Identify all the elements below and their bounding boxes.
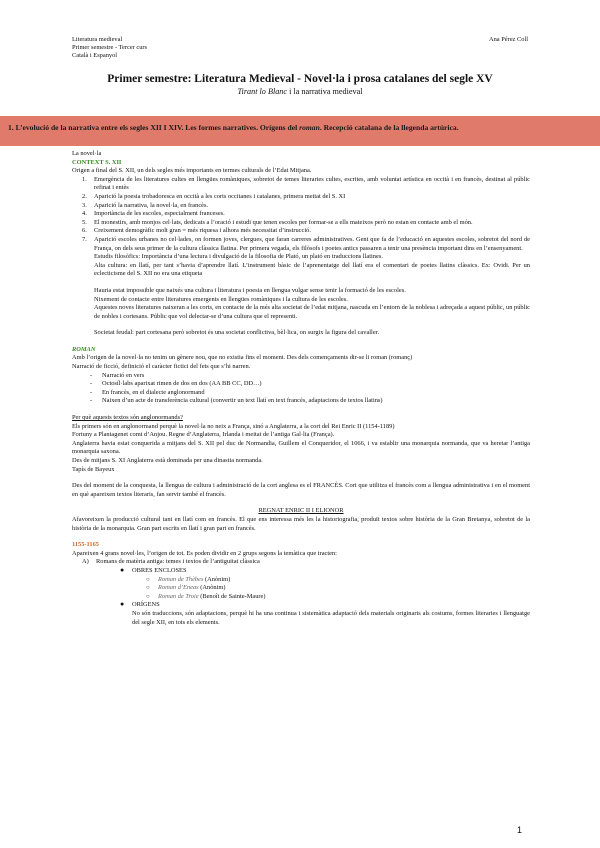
header-line: Català i Espanyol (72, 52, 118, 60)
origens-heading-text: ORÍGENS (132, 601, 160, 609)
item-text: Emergència de les literatures cultes en llengües romàniques, sobretot de temes literaries cultes, escrites, amb voluntat artística en occità i en francès, destinat al públic refinat i entès (94, 175, 530, 192)
item-number: 7. (82, 235, 87, 243)
band-part1: 1. L’evolució de la narrativa entre els segles XII I XIV. Les formes narratives. Orígens del (8, 123, 300, 132)
section-title: La novel·la (72, 150, 102, 157)
group-a-label: A) (82, 558, 89, 566)
period-heading: 1155-1165 (72, 541, 99, 549)
hauria-paragraph: Aquestes noves literatures naixeran a les corts, en contacte de la més alta societat de l’edat mitjana, nascuda en l’entorn de la noblesa i adreçada a aquest públic, un públic de nobles i cortesans. Públic que vol delectar-se d’una cultura que el representi. (94, 304, 530, 320)
context-heading: CONTEXT S. XII (72, 158, 122, 166)
dash-bullet: - (90, 380, 93, 388)
context-item (72, 227, 530, 236)
roman-answer: Fortuny a Plantagenet comt d’Anjou. Regne d’Anglaterra, Irlanda i meitat de l’antiga Gal·lia (França). (72, 431, 335, 439)
conquesta-paragraph: Des del moment de la conquesta, la llengua de cultura i administració de la cort anglesa es el FRANCÈS. Cort que utilitza el francès com a llengua administrativa i en el moment en què apareixen textos literaris, fan servir també el francès. (72, 482, 530, 498)
obra-item (72, 584, 530, 593)
item-text: Creixement demogràfic molt gran = més riquesa i alhora més necessitat d’instrucció. (94, 227, 311, 235)
section-band-title (8, 124, 459, 133)
roman-intro: Amb l’origen de la novel·la no tenim un gènere nou, que no existia fins el moment. Des dels començaments dir-se li roman (romanç) (72, 354, 413, 362)
dash-bullet: - (90, 371, 93, 379)
circle-bullet-icon: ○ (146, 593, 150, 600)
item-text: Aparició la poesia trobadoresca en occità a les corts occitanes i catalanes, primera meitat del S. XI (94, 192, 346, 200)
roman-item-text: Naixen d’un acte de transferència cultural (convertir un text llatí en text francès, adaptacions de textos llatins) (102, 397, 383, 405)
item-text: Aparició escoles urbanes no cel·lades, on formen joves, clergues, que faran carreres administratives. Gent que fa de l’educació en aquestes escoles, sobretot del nord de França, on dels seus primer de la cultura clàssica llatina. Per primera vegada, els filòsofs i poetes antics passaren a tenir una presència important dins en l’ensenyament. (94, 235, 530, 252)
band-part3: . Recepció catalana de la llegenda artúrica. (319, 123, 459, 132)
dash-bullet: - (90, 388, 93, 396)
group-a-text: Romans de matèria antiga: temes i textos de l’antiguitat clàssica (96, 558, 260, 566)
item-number: 5. (82, 218, 87, 226)
roman-question: Per què aquests textos són anglonormands? (72, 414, 183, 422)
document-title: Primer semestre: Literatura Medieval - Novel·la i prosa catalanes del segle XV (107, 73, 493, 85)
roman-list-item (72, 372, 530, 381)
context-item (72, 210, 530, 219)
item-text: Aparició la narrativa, la novel·la, en francès. (94, 201, 209, 209)
item-number: 2. (82, 192, 87, 200)
context-item (72, 236, 530, 253)
obra-note: (Anònim) (203, 575, 231, 583)
context-item (72, 193, 530, 202)
document-body (72, 150, 530, 627)
item-text: Importància de les escoles, especialment franceses. (94, 210, 225, 218)
regnat-paragraph: Afavoreixen la producció cultural tant en llatí com en francès. El que ens interessa més les la historiografia, produït textos sobre història de la Gran Bretanya, sobretot de la història de la monarquia. Gran part escrits en llatí i gran part en francès. (72, 515, 530, 532)
roman-answer: Des de mitjans S. XI Anglaterra està dominada per una dinastia normanda. (72, 457, 263, 464)
group-a (72, 558, 530, 567)
obra-title: Roman de Thèbes (158, 575, 204, 583)
period-intro: Apareixen 4 grans novel·les, l’origen de tot. Es poden dividir en 2 grups segons la temàtica que tracten: (72, 549, 337, 557)
context-item (72, 202, 530, 211)
page-number: 1 (516, 825, 522, 835)
context-sub: Estudis filosòfics: Importància d’una lectura i divulgació de la filosofia de Plató, un plató en traduccions llatines. (94, 253, 383, 261)
bullet-icon: ● (120, 600, 125, 609)
hauria-paragraph: Nixement de contacte entre literatures emergents en llengües romàniques i la cultura de les escoles. (94, 295, 348, 303)
header-line: Literatura medieval (72, 36, 123, 43)
hauria-paragraph: Hauria estat impossible que naixés una cultura i literatura i poesia en llengua vulgar sense tenir la formació de les escoles. (94, 286, 406, 294)
obra-title: Roman d’Eneas (158, 584, 199, 592)
context-intro: Origen a final del S. XII, un dels segles més importants en termes culturals de l’Edat Mitjana. (72, 167, 312, 175)
obra-title: Roman de Troie (158, 592, 199, 600)
roman-answer: Tapís de Bayeux (72, 465, 115, 473)
regnat-heading: REGNAT ENRIC II I ELIONOR (258, 507, 344, 515)
obra-note: (Benoît de Sainte-Maure) (198, 592, 266, 600)
origens-heading (72, 601, 530, 610)
roman-intro: Narració de ficció, definició el caràcter fictici del fets que s’hi narren. (72, 363, 251, 371)
document-subtitle (60, 88, 540, 97)
context-item (72, 176, 530, 193)
item-number: 3. (82, 201, 87, 209)
obra-note: (Anònim) (198, 584, 226, 592)
item-number: 1. (82, 175, 87, 183)
header-left (72, 36, 147, 61)
item-text: El monestirs, amb monjos cel·lats, dedicats a l’oració i estudi que tenen escoles per formar-se a ells mateixos però no estan en contacte amb el món. (94, 218, 473, 226)
subtitle-italic: Tirant lo Blanc (237, 87, 288, 96)
dash-bullet: - (90, 397, 93, 405)
roman-heading: ROMAN (72, 345, 96, 353)
roman-item-text: Narració en vers (102, 371, 145, 379)
roman-list-item (72, 380, 530, 389)
circle-bullet-icon: ○ (146, 585, 150, 592)
circle-bullet-icon: ○ (146, 576, 150, 583)
roman-list-item (72, 397, 530, 406)
roman-list-item (72, 389, 530, 398)
roman-item-text: En francès, en el dialecte anglonormand (102, 388, 205, 396)
subtitle-rest: i la narrativa medieval (287, 87, 363, 96)
roman-answer: Anglaterra havia estat conquerida a mitjans del S. XII pel duc de Normandia, Guillem el Conqueridor, el 1066, i va establir una monarquia normanda, que va heretar l’antiga monarquia saxona. (72, 439, 530, 456)
bullet-icon: ● (120, 565, 125, 574)
context-sub: Alta cultura: en llatí, per tant s’havia d’aprendre llatí. L’instrument bàsic de l’aprenentatge del llatí era el comentari de poetes llatins clàssics. Ex: Ovidi. Per un eclecticisme del S. XII no era una etiqueta (94, 261, 530, 278)
band-part2: roman (299, 123, 320, 132)
item-number: 4. (82, 210, 87, 218)
header-author: Ana Pérez Coll (488, 36, 528, 43)
roman-item-text: Octosíl·labs aparixat rimen de dos en dos (AA BB CC, DD…) (102, 380, 262, 388)
origens-paragraph: No són traduccions, són adaptacions, perquè hi ha una continua i sistemàtica adaptació dels materials originaris als costums, formes literaries i llenguatge del segle XII, en tots els elements. (132, 609, 530, 626)
obres-heading-text: OBRES ENCLOSES (132, 566, 187, 574)
societat-paragraph: Societat feudal: part cortesana però sobretot és una societat conflictiva, bèl·lica, on surgix la figura del cavaller. (94, 329, 380, 337)
obres-heading (72, 567, 530, 576)
header-line: Primer semestre - Tercer curs (72, 44, 148, 52)
obra-item (72, 576, 530, 585)
roman-answer: Els primers són en anglonormand perquè la novel·la no neix a França, sinó a Anglaterra, a la cort del Rei Enric II (1154-1189) (72, 422, 395, 430)
context-item (72, 219, 530, 228)
item-number: 6. (82, 227, 87, 235)
